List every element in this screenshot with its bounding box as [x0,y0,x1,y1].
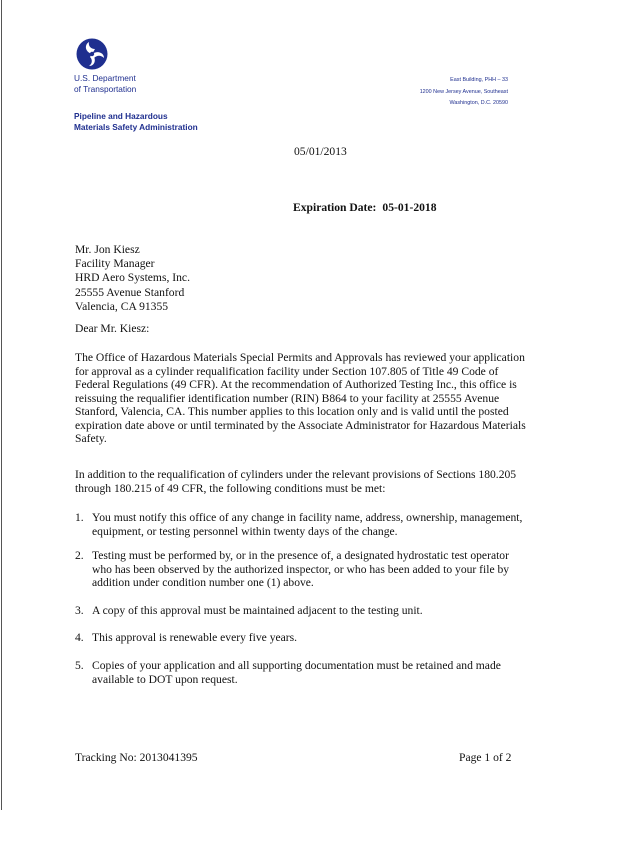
recipient-line: 25555 Avenue Stanford [75,285,185,299]
condition-line: Testing must be performed by, or in the presence of, a designated hydrostatic test operator [92,549,509,562]
expiration-value: 05-01-2018 [382,201,437,214]
condition-text [92,604,423,618]
body-paragraph [75,468,555,495]
recipient-address-block [75,243,190,314]
department-line: U.S. Department [74,73,136,83]
condition-number: 2. [75,549,84,562]
recipient-line: HRD Aero Systems, Inc. [75,271,190,285]
condition-line: A copy of this approval must be maintained adjacent to the testing unit. [92,604,423,617]
expiration-date [293,201,437,214]
address-line: East Building, PHH – 33 [450,77,508,83]
condition-text [92,631,297,645]
department-name [74,73,136,95]
recipient-line: Facility Manager [75,257,155,271]
condition-text [92,511,522,538]
dot-triskelion-logo-icon [76,38,108,70]
paragraph-line: expiration date above or until terminated by the Associate Administrator for Hazardous Materials [75,418,526,432]
address-line: Washington, D.C. 20590 [449,100,508,106]
condition-line: who has been observed by the authorized inspector, or who has been added to your file by [92,562,510,576]
paragraph-line: Federal Regulations (49 CFR). At the recommendation of Authorized Testing Inc., this office is [75,378,517,391]
salutation: Dear Mr. Kiesz: [75,322,150,335]
recipient-line: Valencia, CA 91355 [75,299,169,313]
administration-name [74,111,198,133]
paragraph-line: The Office of Hazardous Materials Special Permits and Approvals has reviewed your application [75,351,525,364]
condition-number: 1. [75,511,84,524]
condition-number: 4. [75,631,84,644]
paragraph-line: Safety. [75,432,107,445]
condition-line: equipment, or testing personnel within twenty days of the change. [92,524,398,538]
condition-line: This approval is renewable every five years. [92,631,298,644]
recipient-line: Mr. Jon Kiesz [75,243,140,256]
tracking-number: Tracking No: 2013041395 [75,751,198,764]
paragraph-line: In addition to the requalification of cylinders under the relevant provisions of Sections 180.205 [75,468,517,481]
condition-line: addition under condition number one (1) above. [92,576,314,589]
department-line: of Transportation [74,84,137,94]
body-paragraph [75,351,555,446]
administration-line: Pipeline and Hazardous [74,111,168,121]
letter-date: 05/01/2013 [294,145,347,158]
office-address [420,75,508,110]
paragraph-line: Stanford, Valencia, CA. This number applies to this location only and is valid until the posted [75,405,509,418]
page-left-border [1,0,2,810]
address-line: 1200 New Jersey Avenue, Southeast [419,88,508,95]
condition-number: 3. [75,604,84,617]
condition-text [92,659,501,686]
paragraph-line: through 180.215 of 49 CFR, the following conditions must be met: [75,481,386,495]
paragraph-line: for approval as a cylinder requalification facility under Section 107.805 of Title 49 Code of [75,364,499,378]
condition-line: Copies of your application and all supporting documentation must be retained and made [92,659,501,672]
expiration-label: Expiration Date: [293,201,377,214]
condition-number: 5. [75,659,84,672]
condition-line: available to DOT upon request. [92,672,238,686]
condition-text [92,549,509,590]
condition-line: You must notify this office of any change in facility name, address, ownership, management, [92,511,523,524]
paragraph-line: reissuing the requalifier identification number (RIN) B864 to your facility at 25555 Avenue [75,391,500,405]
administration-line: Materials Safety Administration [74,122,198,132]
page-number: Page 1 of 2 [459,751,512,764]
